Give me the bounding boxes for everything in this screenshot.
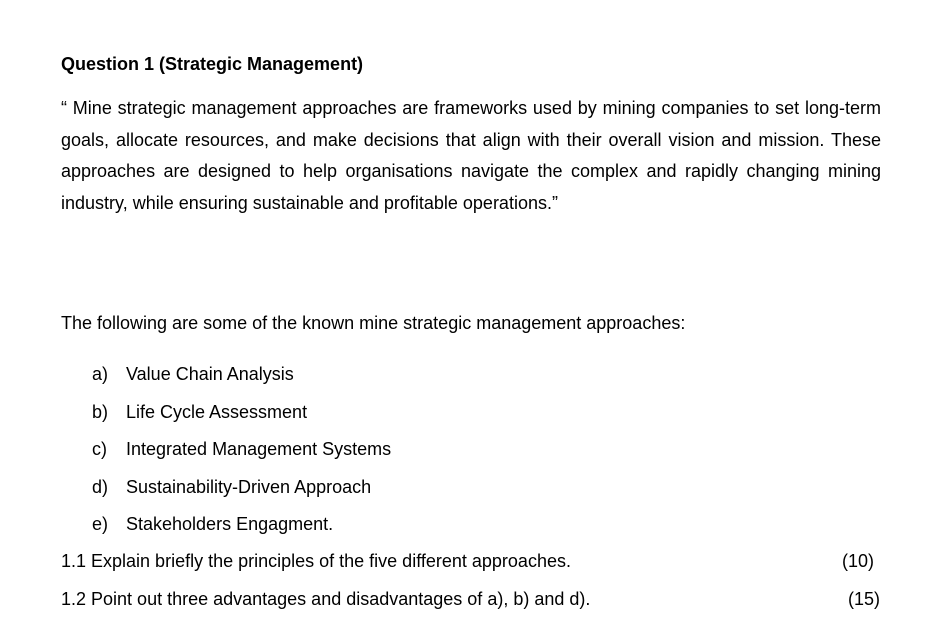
list-item-text: Sustainability-Driven Approach xyxy=(126,476,372,497)
list-marker: e) xyxy=(92,514,109,534)
list-item xyxy=(92,362,391,400)
list-item xyxy=(92,475,391,513)
list-marker: d) xyxy=(92,476,109,497)
question-marks: (10) xyxy=(841,551,874,571)
approaches-list xyxy=(92,362,391,550)
list-item xyxy=(92,400,391,438)
question-marks: (15) xyxy=(847,589,880,609)
list-marker: a) xyxy=(92,364,109,384)
list-item-text: Integrated Management Systems xyxy=(126,439,392,459)
question-1-1 xyxy=(61,549,880,573)
list-item xyxy=(92,437,391,475)
quote-paragraph: “ Mine strategic management approaches are frameworks used by mining companies to set long-term goals, allocate resources, and make decisions that align with their overall vision and mission. These approaches are designed to help organisations navigate the complex and rapidly changing mining industry, while ensuring sustainable and profitable operations.” xyxy=(61,98,881,213)
list-item-text: Value Chain Analysis xyxy=(126,364,294,384)
list-marker: b) xyxy=(92,401,109,422)
list-item-text: Life Cycle Assessment xyxy=(126,401,308,422)
question-1-2 xyxy=(61,587,880,611)
intro-paragraph: The following are some of the known mine strategic management approaches: xyxy=(61,313,686,333)
list-item-text: Stakeholders Engagment. xyxy=(126,514,334,534)
question-title: Question 1 (Strategic Management) xyxy=(61,54,364,74)
question-text: 1.1 Explain briefly the principles of the five different approaches. xyxy=(61,551,571,571)
question-text: 1.2 Point out three advantages and disadvantages of a), b) and d). xyxy=(61,589,591,609)
list-marker: c) xyxy=(92,439,107,459)
list-item xyxy=(92,512,391,550)
